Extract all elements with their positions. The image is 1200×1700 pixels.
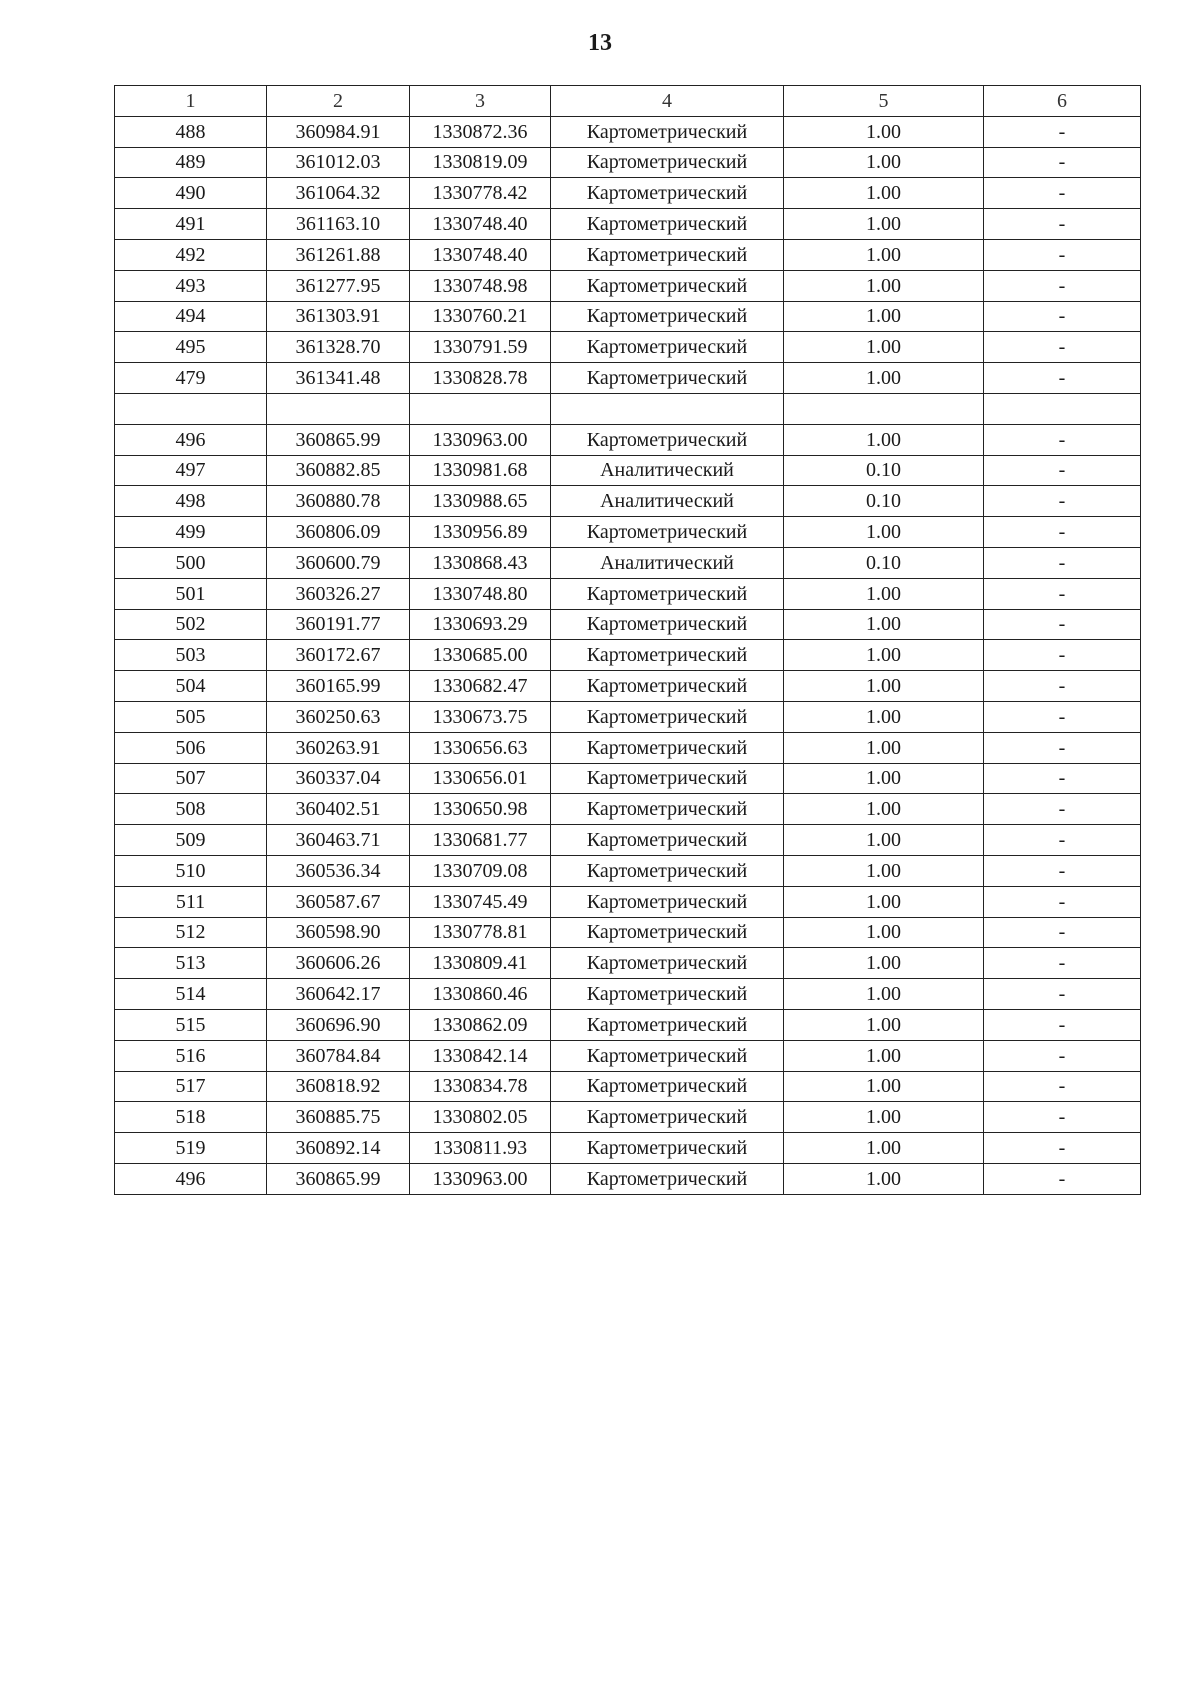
coordinates-table <box>114 85 1141 1195</box>
table-row <box>115 301 1141 332</box>
accuracy-cell: 1.00 <box>784 855 984 886</box>
accuracy-cell: 1.00 <box>784 517 984 548</box>
x-coordinate-cell: 360984.91 <box>267 116 410 147</box>
x-coordinate-cell: 360463.71 <box>267 825 410 856</box>
y-coordinate-cell: 1330656.63 <box>410 732 551 763</box>
accuracy-cell: 1.00 <box>784 578 984 609</box>
method-cell: Картометрический <box>551 209 784 240</box>
x-coordinate-cell: 360337.04 <box>267 763 410 794</box>
x-coordinate-cell <box>267 393 410 424</box>
point-number-cell: 504 <box>115 671 267 702</box>
accuracy-cell: 1.00 <box>784 1102 984 1133</box>
table-row <box>115 455 1141 486</box>
x-coordinate-cell: 360882.85 <box>267 455 410 486</box>
note-cell <box>984 393 1141 424</box>
table-row <box>115 732 1141 763</box>
y-coordinate-cell: 1330685.00 <box>410 640 551 671</box>
note-cell: - <box>984 578 1141 609</box>
method-cell: Картометрический <box>551 825 784 856</box>
y-coordinate-cell: 1330819.09 <box>410 147 551 178</box>
method-cell: Картометрический <box>551 270 784 301</box>
note-cell: - <box>984 332 1141 363</box>
page-number: 13 <box>588 30 612 56</box>
table-row <box>115 393 1141 424</box>
y-coordinate-cell: 1330650.98 <box>410 794 551 825</box>
accuracy-cell: 1.00 <box>784 1009 984 1040</box>
table-row <box>115 363 1141 394</box>
point-number-cell: 490 <box>115 178 267 209</box>
accuracy-cell: 1.00 <box>784 209 984 240</box>
y-coordinate-cell: 1330748.98 <box>410 270 551 301</box>
note-cell: - <box>984 948 1141 979</box>
x-coordinate-cell: 360326.27 <box>267 578 410 609</box>
table-row <box>115 486 1141 517</box>
point-number-cell: 495 <box>115 332 267 363</box>
method-cell: Картометрический <box>551 979 784 1010</box>
y-coordinate-cell: 1330682.47 <box>410 671 551 702</box>
table-row <box>115 270 1141 301</box>
x-coordinate-cell: 361163.10 <box>267 209 410 240</box>
table-row <box>115 671 1141 702</box>
method-cell: Картометрический <box>551 147 784 178</box>
accuracy-cell: 1.00 <box>784 732 984 763</box>
column-header: 2 <box>267 86 410 117</box>
method-cell: Картометрический <box>551 640 784 671</box>
note-cell: - <box>984 701 1141 732</box>
x-coordinate-cell: 360696.90 <box>267 1009 410 1040</box>
method-cell: Картометрический <box>551 363 784 394</box>
y-coordinate-cell: 1330809.41 <box>410 948 551 979</box>
note-cell: - <box>984 609 1141 640</box>
accuracy-cell: 1.00 <box>784 825 984 856</box>
table-row <box>115 609 1141 640</box>
y-coordinate-cell: 1330872.36 <box>410 116 551 147</box>
table-row <box>115 424 1141 455</box>
point-number-cell: 515 <box>115 1009 267 1040</box>
accuracy-cell: 1.00 <box>784 763 984 794</box>
x-coordinate-cell: 361328.70 <box>267 332 410 363</box>
table-row <box>115 979 1141 1010</box>
point-number-cell <box>115 393 267 424</box>
table-row <box>115 763 1141 794</box>
accuracy-cell: 1.00 <box>784 116 984 147</box>
x-coordinate-cell: 361303.91 <box>267 301 410 332</box>
note-cell: - <box>984 363 1141 394</box>
accuracy-cell: 1.00 <box>784 1133 984 1164</box>
point-number-cell: 519 <box>115 1133 267 1164</box>
x-coordinate-cell: 360263.91 <box>267 732 410 763</box>
point-number-cell: 510 <box>115 855 267 886</box>
note-cell: - <box>984 517 1141 548</box>
x-coordinate-cell: 360600.79 <box>267 547 410 578</box>
note-cell: - <box>984 825 1141 856</box>
table-row <box>115 1009 1141 1040</box>
method-cell: Картометрический <box>551 855 784 886</box>
table-header-row <box>115 86 1141 117</box>
y-coordinate-cell: 1330681.77 <box>410 825 551 856</box>
table-row <box>115 701 1141 732</box>
note-cell: - <box>984 239 1141 270</box>
point-number-cell: 503 <box>115 640 267 671</box>
method-cell: Картометрический <box>551 301 784 332</box>
accuracy-cell: 0.10 <box>784 486 984 517</box>
table-row <box>115 886 1141 917</box>
point-number-cell: 513 <box>115 948 267 979</box>
point-number-cell: 494 <box>115 301 267 332</box>
method-cell: Картометрический <box>551 609 784 640</box>
note-cell: - <box>984 1163 1141 1194</box>
point-number-cell: 506 <box>115 732 267 763</box>
note-cell: - <box>984 855 1141 886</box>
method-cell: Картометрический <box>551 1133 784 1164</box>
x-coordinate-cell: 361261.88 <box>267 239 410 270</box>
x-coordinate-cell: 360865.99 <box>267 1163 410 1194</box>
method-cell: Картометрический <box>551 1009 784 1040</box>
point-number-cell: 491 <box>115 209 267 240</box>
y-coordinate-cell: 1330673.75 <box>410 701 551 732</box>
y-coordinate-cell: 1330963.00 <box>410 424 551 455</box>
x-coordinate-cell: 360642.17 <box>267 979 410 1010</box>
method-cell: Картометрический <box>551 794 784 825</box>
table-row <box>115 825 1141 856</box>
note-cell: - <box>984 763 1141 794</box>
note-cell: - <box>984 1009 1141 1040</box>
table-row <box>115 917 1141 948</box>
accuracy-cell: 1.00 <box>784 239 984 270</box>
x-coordinate-cell: 361277.95 <box>267 270 410 301</box>
point-number-cell: 508 <box>115 794 267 825</box>
y-coordinate-cell: 1330963.00 <box>410 1163 551 1194</box>
table-row <box>115 1163 1141 1194</box>
note-cell: - <box>984 1133 1141 1164</box>
method-cell: Картометрический <box>551 1040 784 1071</box>
note-cell: - <box>984 270 1141 301</box>
method-cell: Картометрический <box>551 116 784 147</box>
column-header: 3 <box>410 86 551 117</box>
table-row <box>115 1102 1141 1133</box>
point-number-cell: 505 <box>115 701 267 732</box>
method-cell: Аналитический <box>551 486 784 517</box>
x-coordinate-cell: 360172.67 <box>267 640 410 671</box>
table-row <box>115 1133 1141 1164</box>
y-coordinate-cell: 1330834.78 <box>410 1071 551 1102</box>
method-cell: Картометрический <box>551 1071 784 1102</box>
y-coordinate-cell: 1330862.09 <box>410 1009 551 1040</box>
method-cell: Картометрический <box>551 178 784 209</box>
x-coordinate-cell: 360402.51 <box>267 794 410 825</box>
y-coordinate-cell: 1330791.59 <box>410 332 551 363</box>
accuracy-cell: 1.00 <box>784 301 984 332</box>
accuracy-cell: 1.00 <box>784 332 984 363</box>
accuracy-cell: 0.10 <box>784 455 984 486</box>
point-number-cell: 492 <box>115 239 267 270</box>
table-row <box>115 640 1141 671</box>
table-row <box>115 517 1141 548</box>
method-cell: Картометрический <box>551 424 784 455</box>
table-row <box>115 855 1141 886</box>
y-coordinate-cell: 1330981.68 <box>410 455 551 486</box>
y-coordinate-cell: 1330693.29 <box>410 609 551 640</box>
accuracy-cell: 1.00 <box>784 640 984 671</box>
y-coordinate-cell: 1330745.49 <box>410 886 551 917</box>
y-coordinate-cell: 1330656.01 <box>410 763 551 794</box>
accuracy-cell: 1.00 <box>784 178 984 209</box>
x-coordinate-cell: 360250.63 <box>267 701 410 732</box>
method-cell: Картометрический <box>551 517 784 548</box>
note-cell: - <box>984 116 1141 147</box>
accuracy-cell: 1.00 <box>784 147 984 178</box>
method-cell: Картометрический <box>551 1163 784 1194</box>
note-cell: - <box>984 1071 1141 1102</box>
point-number-cell: 516 <box>115 1040 267 1071</box>
point-number-cell: 509 <box>115 825 267 856</box>
accuracy-cell: 1.00 <box>784 1163 984 1194</box>
y-coordinate-cell: 1330709.08 <box>410 855 551 886</box>
accuracy-cell: 1.00 <box>784 671 984 702</box>
method-cell: Картометрический <box>551 948 784 979</box>
point-number-cell: 493 <box>115 270 267 301</box>
note-cell: - <box>984 640 1141 671</box>
point-number-cell: 502 <box>115 609 267 640</box>
table-row <box>115 209 1141 240</box>
point-number-cell: 512 <box>115 917 267 948</box>
x-coordinate-cell: 360806.09 <box>267 517 410 548</box>
note-cell: - <box>984 424 1141 455</box>
note-cell: - <box>984 178 1141 209</box>
accuracy-cell: 0.10 <box>784 547 984 578</box>
y-coordinate-cell: 1330811.93 <box>410 1133 551 1164</box>
note-cell: - <box>984 301 1141 332</box>
x-coordinate-cell: 360165.99 <box>267 671 410 702</box>
note-cell: - <box>984 455 1141 486</box>
method-cell: Картометрический <box>551 701 784 732</box>
point-number-cell: 496 <box>115 424 267 455</box>
x-coordinate-cell: 360818.92 <box>267 1071 410 1102</box>
accuracy-cell: 1.00 <box>784 270 984 301</box>
y-coordinate-cell: 1330868.43 <box>410 547 551 578</box>
table-row <box>115 147 1141 178</box>
accuracy-cell: 1.00 <box>784 794 984 825</box>
accuracy-cell: 1.00 <box>784 701 984 732</box>
x-coordinate-cell: 361341.48 <box>267 363 410 394</box>
note-cell: - <box>984 486 1141 517</box>
accuracy-cell: 1.00 <box>784 1040 984 1071</box>
note-cell: - <box>984 979 1141 1010</box>
table-row <box>115 1040 1141 1071</box>
note-cell: - <box>984 671 1141 702</box>
x-coordinate-cell: 360865.99 <box>267 424 410 455</box>
x-coordinate-cell: 360536.34 <box>267 855 410 886</box>
point-number-cell: 498 <box>115 486 267 517</box>
y-coordinate-cell: 1330748.40 <box>410 209 551 240</box>
table-row <box>115 116 1141 147</box>
accuracy-cell: 1.00 <box>784 363 984 394</box>
point-number-cell: 489 <box>115 147 267 178</box>
note-cell: - <box>984 732 1141 763</box>
table-row <box>115 794 1141 825</box>
accuracy-cell: 1.00 <box>784 1071 984 1102</box>
y-coordinate-cell: 1330956.89 <box>410 517 551 548</box>
point-number-cell: 479 <box>115 363 267 394</box>
y-coordinate-cell: 1330828.78 <box>410 363 551 394</box>
column-header: 1 <box>115 86 267 117</box>
x-coordinate-cell: 360892.14 <box>267 1133 410 1164</box>
x-coordinate-cell: 360784.84 <box>267 1040 410 1071</box>
method-cell: Аналитический <box>551 547 784 578</box>
x-coordinate-cell: 360191.77 <box>267 609 410 640</box>
accuracy-cell: 1.00 <box>784 609 984 640</box>
x-coordinate-cell: 361064.32 <box>267 178 410 209</box>
point-number-cell: 488 <box>115 116 267 147</box>
x-coordinate-cell: 361012.03 <box>267 147 410 178</box>
table-row <box>115 1071 1141 1102</box>
point-number-cell: 499 <box>115 517 267 548</box>
x-coordinate-cell: 360606.26 <box>267 948 410 979</box>
accuracy-cell: 1.00 <box>784 948 984 979</box>
method-cell: Картометрический <box>551 732 784 763</box>
point-number-cell: 497 <box>115 455 267 486</box>
method-cell <box>551 393 784 424</box>
point-number-cell: 496 <box>115 1163 267 1194</box>
note-cell: - <box>984 1102 1141 1133</box>
note-cell: - <box>984 209 1141 240</box>
y-coordinate-cell: 1330778.81 <box>410 917 551 948</box>
method-cell: Картометрический <box>551 763 784 794</box>
table-body <box>115 86 1141 1195</box>
point-number-cell: 514 <box>115 979 267 1010</box>
accuracy-cell <box>784 393 984 424</box>
accuracy-cell: 1.00 <box>784 886 984 917</box>
accuracy-cell: 1.00 <box>784 424 984 455</box>
column-header: 5 <box>784 86 984 117</box>
point-number-cell: 500 <box>115 547 267 578</box>
y-coordinate-cell: 1330760.21 <box>410 301 551 332</box>
y-coordinate-cell: 1330802.05 <box>410 1102 551 1133</box>
method-cell: Картометрический <box>551 917 784 948</box>
table-row <box>115 239 1141 270</box>
x-coordinate-cell: 360587.67 <box>267 886 410 917</box>
point-number-cell: 518 <box>115 1102 267 1133</box>
column-header: 4 <box>551 86 784 117</box>
method-cell: Картометрический <box>551 239 784 270</box>
method-cell: Картометрический <box>551 578 784 609</box>
x-coordinate-cell: 360598.90 <box>267 917 410 948</box>
method-cell: Картометрический <box>551 1102 784 1133</box>
table-row <box>115 332 1141 363</box>
point-number-cell: 501 <box>115 578 267 609</box>
note-cell: - <box>984 794 1141 825</box>
point-number-cell: 507 <box>115 763 267 794</box>
y-coordinate-cell: 1330988.65 <box>410 486 551 517</box>
method-cell: Картометрический <box>551 671 784 702</box>
column-header: 6 <box>984 86 1141 117</box>
note-cell: - <box>984 1040 1141 1071</box>
y-coordinate-cell <box>410 393 551 424</box>
point-number-cell: 511 <box>115 886 267 917</box>
table-row <box>115 948 1141 979</box>
accuracy-cell: 1.00 <box>784 979 984 1010</box>
x-coordinate-cell: 360885.75 <box>267 1102 410 1133</box>
method-cell: Аналитический <box>551 455 784 486</box>
y-coordinate-cell: 1330748.80 <box>410 578 551 609</box>
method-cell: Картометрический <box>551 886 784 917</box>
y-coordinate-cell: 1330842.14 <box>410 1040 551 1071</box>
y-coordinate-cell: 1330778.42 <box>410 178 551 209</box>
table-row <box>115 578 1141 609</box>
table-row <box>115 547 1141 578</box>
accuracy-cell: 1.00 <box>784 917 984 948</box>
y-coordinate-cell: 1330860.46 <box>410 979 551 1010</box>
note-cell: - <box>984 917 1141 948</box>
point-number-cell: 517 <box>115 1071 267 1102</box>
method-cell: Картометрический <box>551 332 784 363</box>
x-coordinate-cell: 360880.78 <box>267 486 410 517</box>
note-cell: - <box>984 547 1141 578</box>
note-cell: - <box>984 147 1141 178</box>
note-cell: - <box>984 886 1141 917</box>
table-row <box>115 178 1141 209</box>
y-coordinate-cell: 1330748.40 <box>410 239 551 270</box>
